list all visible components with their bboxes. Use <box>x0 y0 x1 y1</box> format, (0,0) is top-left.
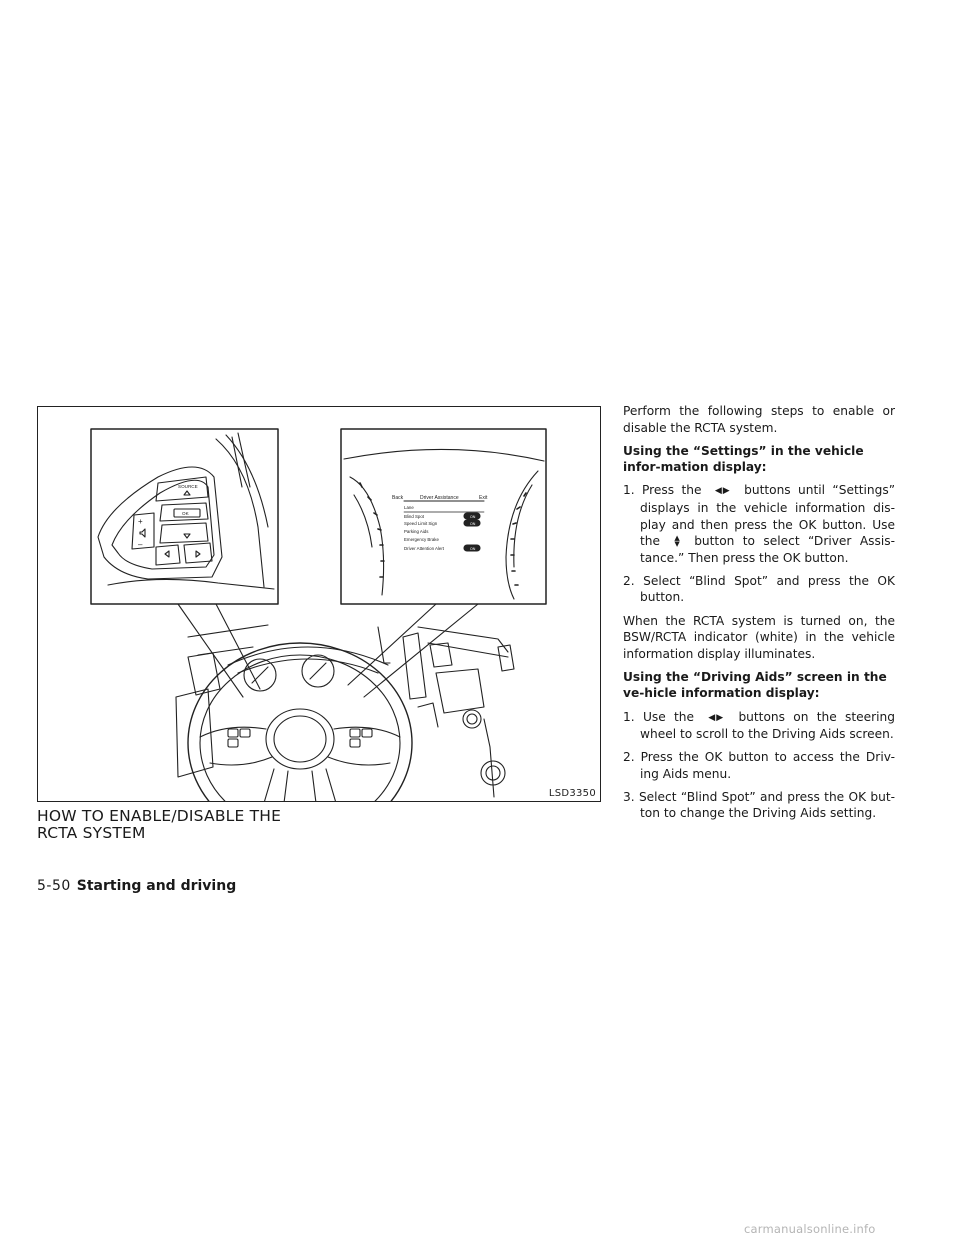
step <box>623 789 895 822</box>
step-text: Select “Blind Spot” and press the OK but-ton to change the Driving Aids setting. <box>638 789 895 821</box>
display-item: Blind Spot <box>404 514 425 519</box>
source-button-label: SOURCE <box>178 484 198 489</box>
section-heading-line: RCTA SYSTEM <box>37 824 146 842</box>
step <box>623 709 895 743</box>
plus-button-label: + <box>138 517 143 526</box>
display-item: Parking Aids <box>404 529 429 534</box>
illustration-figure <box>37 406 601 802</box>
page-footer <box>37 878 236 894</box>
step <box>623 573 895 606</box>
toggle-on-label: ON <box>470 547 476 551</box>
section-heading <box>37 808 337 842</box>
footer-section-title: Starting and driving <box>76 878 237 894</box>
steps-settings <box>623 482 895 606</box>
step-number: 2. <box>623 750 635 765</box>
step-text: Select “Blind Spot” and press the OK button. <box>640 573 896 605</box>
step-text: buttons on the steering wheel to scroll to the Driving Aids screen. <box>640 709 896 742</box>
subheading-driving-aids: Using the “Driving Aids” screen in the ve-hicle information display: <box>623 669 887 701</box>
step-text: buttons until “Settings” displays in the vehicle information dis-play and then press the OK button. Use the <box>640 483 896 549</box>
toggle-on-label: ON <box>470 515 476 519</box>
step-number: 1. <box>623 483 635 498</box>
display-title: Driver Assistance <box>420 495 459 501</box>
display-item: Driver Attention Alert <box>404 546 445 551</box>
step-number: 3. <box>623 789 635 804</box>
minus-button-label: – <box>138 540 143 549</box>
watermark: carmanualsonline.info <box>744 1222 876 1236</box>
arrow-left-right-icon: ◀▶ <box>714 486 731 497</box>
section-heading-line: HOW TO ENABLE/DISABLE THE <box>37 807 282 825</box>
display-item: Lane <box>404 505 414 510</box>
step-number: 2. <box>623 573 635 588</box>
display-back-label: Back <box>392 495 404 501</box>
indicator-paragraph: When the RCTA system is turned on, the BSW/RCTA indicator (white) in the vehicle information display illuminates. <box>623 613 895 661</box>
step-number: 1. <box>623 709 635 724</box>
toggle-on-label: ON <box>470 522 476 526</box>
steering-wheel-illustration <box>38 407 601 802</box>
step <box>623 482 895 566</box>
instructions-column <box>623 403 895 829</box>
page-number: 5-50 <box>37 878 71 894</box>
display-exit-label: Exit <box>479 495 488 501</box>
step-text: button to select “Driver Assis-tance.” Then press the OK button. <box>640 534 895 565</box>
intro-paragraph: Perform the following steps to enable or disable the RCTA system. <box>623 404 895 435</box>
display-item: Speed Limit Sign <box>404 521 438 526</box>
steps-driving-aids <box>623 709 895 823</box>
display-item: Emergency Brake <box>404 537 439 542</box>
figure-code: LSD3350 <box>548 788 596 799</box>
ok-button-label: OK <box>182 511 189 516</box>
arrow-left-right-icon: ◀▶ <box>708 712 725 723</box>
step-text: Press the <box>642 483 702 498</box>
step-text: Use the <box>642 709 694 724</box>
step <box>623 749 895 782</box>
step-text: Press the OK button to access the Driv-ing Aids menu. <box>640 750 895 781</box>
arrow-up-down-icon: ▲ ▼ <box>674 534 680 549</box>
subheading-settings: Using the “Settings” in the vehicle infor-mation display: <box>623 443 864 475</box>
